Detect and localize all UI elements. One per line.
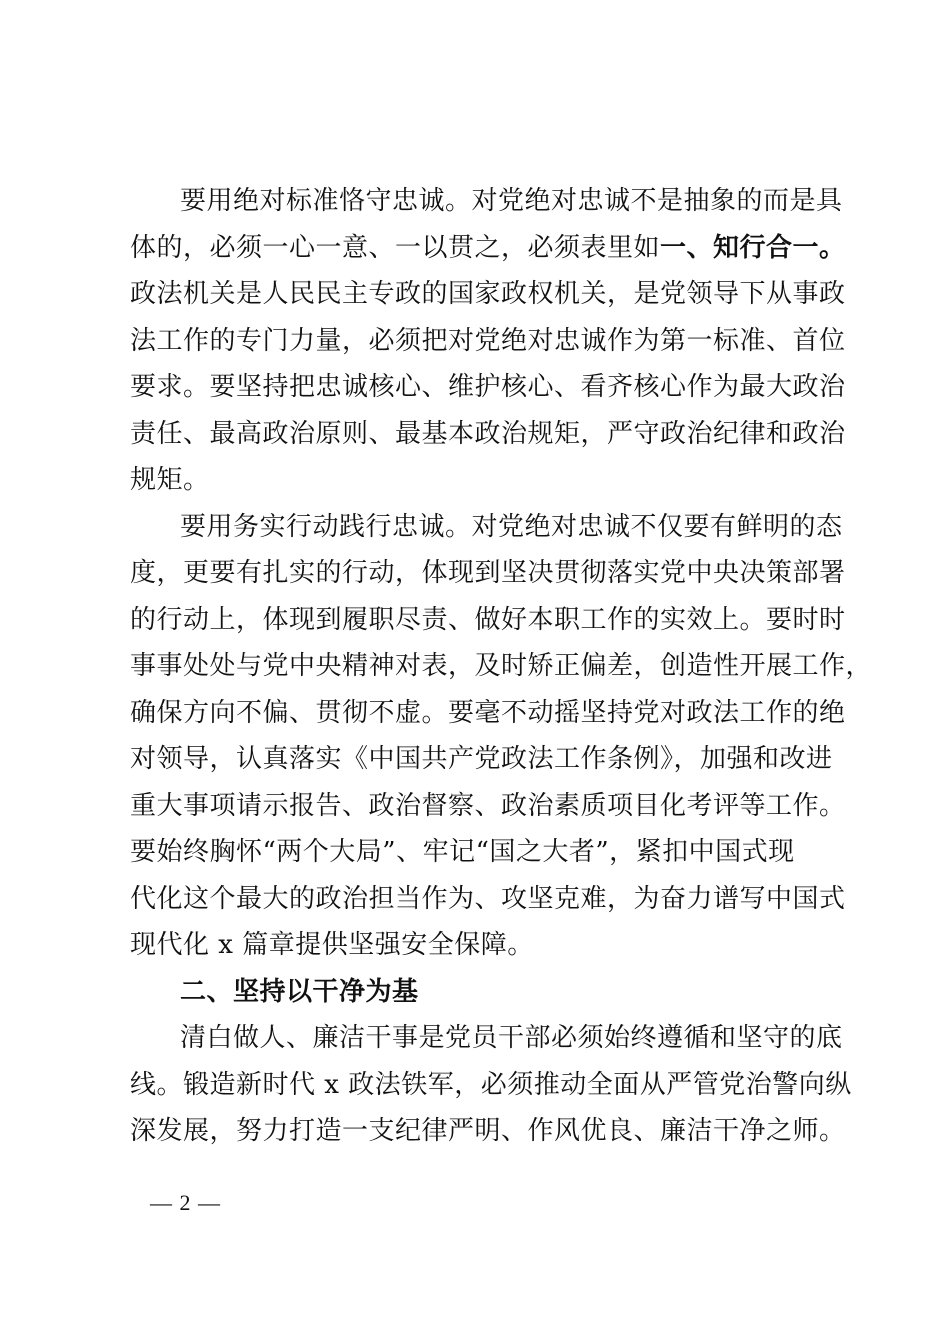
paragraph-line: 责任、最高政治原则、最基本政治规矩，严守政治纪律和政治 <box>130 418 846 449</box>
paragraph-line: 政法机关是人民民主专政的国家政权机关，是党领导下从事政 <box>130 279 846 309</box>
paragraph-line: 法工作的专门力量，必须把对党绝对忠诚作为第一标准、首位 <box>130 325 846 356</box>
paragraph-line: 清白做人、廉洁干事是党员干部必须始终遵循和坚守的底 <box>180 1023 843 1053</box>
page-number: — 2 — <box>150 1190 221 1215</box>
paragraph-line: 度，更要有扎实的行动，体现到坚决贯彻落实党中央决策部署 <box>130 558 846 588</box>
paragraph-line: 重大事项请示报告、政治督察、政治素质项目化考评等工作。 <box>130 790 846 821</box>
paragraph-line: 代化这个最大的政治担当作为、攻坚克难，为奋力谱写中国式 <box>130 883 846 914</box>
section-heading: 二、坚持以干净为基 <box>180 976 419 1007</box>
bold-text-run: 一、知行合一。 <box>660 232 846 263</box>
text-run: 体的，必须一心一意、一以贯之，必须表里如 <box>130 232 661 263</box>
paragraph-line: 要始终胸怀“两个大局”、牢记“国之大者”，紧扣中国式现 <box>130 837 795 867</box>
paragraph-line: 的行动上，体现到履职尽责、做好本职工作的实效上。要时时 <box>130 604 846 635</box>
paragraph-line: 深发展，努力打造一支纪律严明、作风优良、廉洁干净之师。 <box>130 1116 846 1146</box>
paragraph-line: 规矩。 <box>130 465 210 495</box>
paragraph-line: 对领导，认真落实《中国共产党政法工作条例》，加强和改进 <box>130 744 833 774</box>
paragraph-line: 现代化 x 篇章提供坚强安全保障。 <box>130 930 534 960</box>
paragraph-line <box>130 225 846 272</box>
paragraph-line: 要求。要坚持把忠诚核心、维护核心、看齐核心作为最大政治 <box>130 372 846 402</box>
document-body <box>130 178 873 1155</box>
paragraph-line: 确保方向不偏、贯彻不虚。要毫不动摇坚持党对政法工作的绝 <box>130 697 846 728</box>
paragraph-line: 事事处处与党中央精神对表，及时矫正偏差，创造性开展工作， <box>130 651 873 681</box>
paragraph-line: 要用务实行动践行忠诚。对党绝对忠诚不仅要有鲜明的态 <box>180 511 843 542</box>
paragraph-line: 要用绝对标准恪守忠诚。对党绝对忠诚不是抽象的而是具 <box>180 186 843 216</box>
paragraph-line: 线。锻造新时代 x 政法铁军，必须推动全面从严管党治警向纵 <box>130 1069 852 1100</box>
